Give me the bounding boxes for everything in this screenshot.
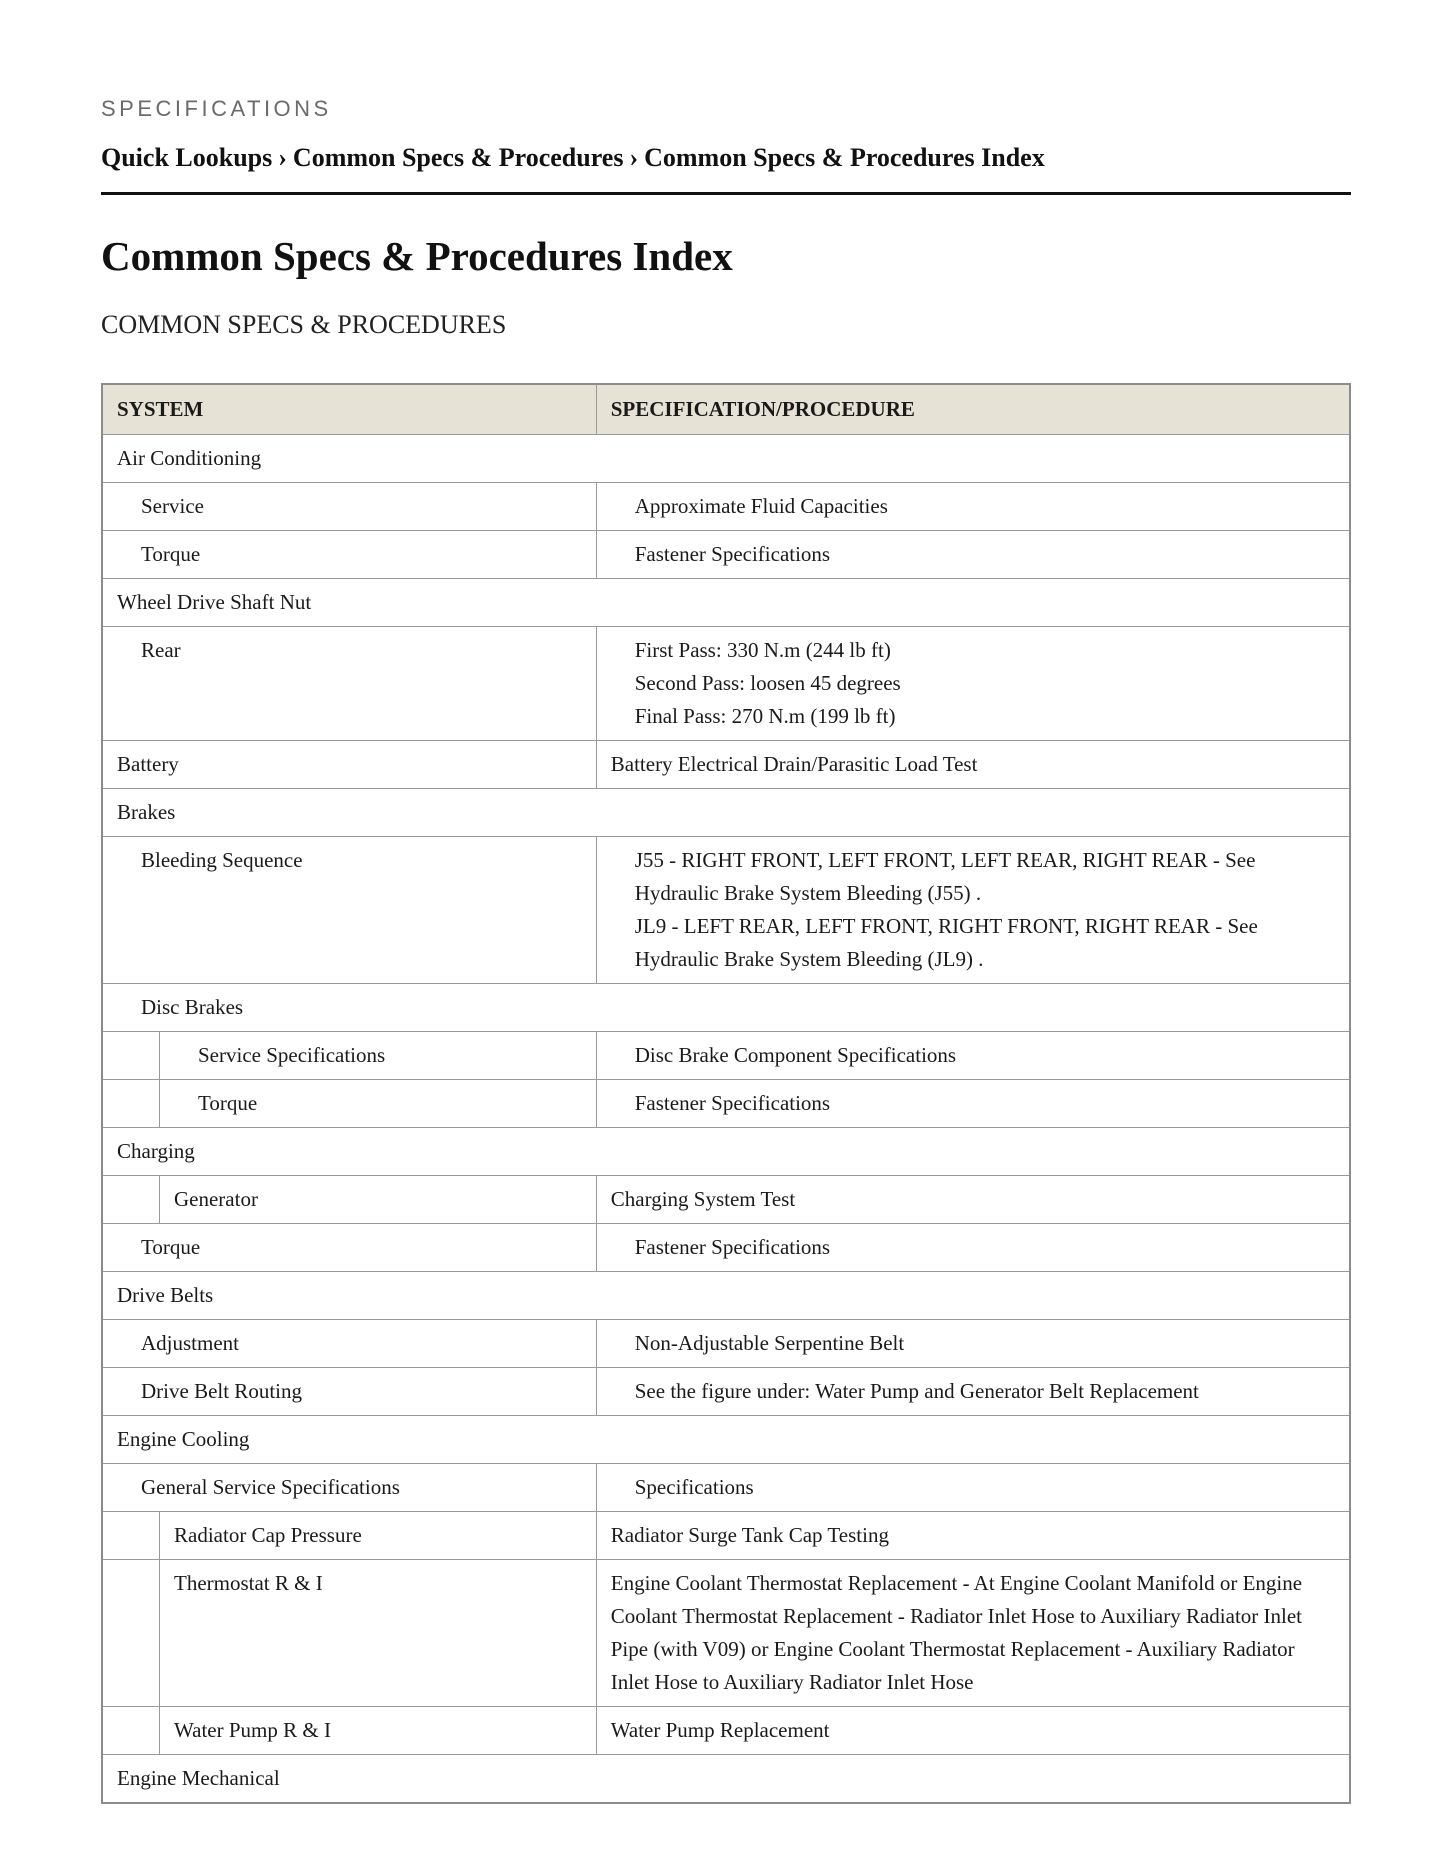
- system-cell-nested: [102, 1176, 596, 1224]
- spec-link[interactable]: Engine Coolant Thermostat Replacement - At Engine Coolant Manifold or Engine: [610, 1571, 1303, 1595]
- system-label: Torque: [198, 1091, 258, 1115]
- system-cell: Torque: [102, 1224, 596, 1272]
- indent-spacer: [103, 1032, 160, 1079]
- table-row: [102, 837, 1350, 984]
- spec-link[interactable]: Approximate Fluid Capacities: [596, 483, 1350, 531]
- spec-link[interactable]: Water Pump Replacement: [596, 1707, 1350, 1755]
- table-row: [102, 579, 1350, 627]
- table-row: [102, 627, 1350, 741]
- table-row: [102, 1707, 1350, 1755]
- spec-line: First Pass: 330 N.m (244 lb ft): [634, 638, 891, 662]
- system-cell: Adjustment: [102, 1320, 596, 1368]
- system-cell: Bleeding Sequence: [102, 837, 596, 984]
- table-row: [102, 1176, 1350, 1224]
- indent-spacer: [103, 1176, 160, 1223]
- spec-link[interactable]: Disc Brake Component Specifications: [596, 1032, 1350, 1080]
- group-drive-belts: Drive Belts: [102, 1272, 1350, 1320]
- page-subtitle: COMMON SPECS & PROCEDURES: [101, 310, 507, 339]
- spec-link[interactable]: Hydraulic Brake System Bleeding (J55) .: [634, 881, 982, 905]
- indent-spacer: [103, 1080, 160, 1127]
- column-header-specification: SPECIFICATION/PROCEDURE: [596, 384, 1350, 435]
- system-cell-nested: [102, 1707, 596, 1755]
- table-row: [102, 1272, 1350, 1320]
- group-air-conditioning: Air Conditioning: [102, 435, 1350, 483]
- system-cell-nested: [102, 1560, 596, 1707]
- spec-line: JL9 - LEFT REAR, LEFT FRONT, RIGHT FRONT, RIGHT REAR - See: [634, 914, 1258, 938]
- system-label: Generator: [174, 1187, 258, 1211]
- group-engine-cooling: Engine Cooling: [102, 1416, 1350, 1464]
- spec-value: [596, 837, 1350, 984]
- system-cell: Drive Belt Routing: [102, 1368, 596, 1416]
- system-cell-nested: [102, 1512, 596, 1560]
- spec-line: Second Pass: loosen 45 degrees: [634, 671, 901, 695]
- group-engine-mechanical: Engine Mechanical: [102, 1755, 1350, 1804]
- table-row: [102, 984, 1350, 1032]
- spec-link[interactable]: Coolant Thermostat Replacement - Radiator Inlet Hose to Auxiliary Radiator Inlet: [610, 1604, 1303, 1628]
- spec-link[interactable]: Fastener Specifications: [596, 1224, 1350, 1272]
- group-charging: Charging: [102, 1128, 1350, 1176]
- system-label: Water Pump R & I: [174, 1718, 331, 1742]
- table-row: [102, 1416, 1350, 1464]
- group-brakes: Brakes: [102, 789, 1350, 837]
- specs-table: [101, 383, 1351, 1804]
- table-row: [102, 1128, 1350, 1176]
- system-cell-nested: [102, 1080, 596, 1128]
- subgroup-disc-brakes: Disc Brakes: [102, 984, 1350, 1032]
- spec-link[interactable]: Radiator Surge Tank Cap Testing: [596, 1512, 1350, 1560]
- table-row: [102, 1320, 1350, 1368]
- system-cell-nested: [102, 1032, 596, 1080]
- system-cell: Torque: [102, 531, 596, 579]
- breadcrumb-separator: ›: [278, 143, 287, 172]
- system-cell: General Service Specifications: [102, 1464, 596, 1512]
- group-wheel-drive-shaft-nut: Wheel Drive Shaft Nut: [102, 579, 1350, 627]
- breadcrumb-current-page[interactable]: Common Specs & Procedures Index: [644, 143, 1045, 172]
- spec-line: J55 - RIGHT FRONT, LEFT FRONT, LEFT REAR, RIGHT REAR - See: [634, 848, 1256, 872]
- table-row: [102, 1755, 1350, 1804]
- system-label: Thermostat R & I: [174, 1571, 323, 1595]
- spec-link[interactable]: Hydraulic Brake System Bleeding (JL9) .: [634, 947, 984, 971]
- indent-spacer: [103, 1512, 160, 1559]
- table-row: [102, 531, 1350, 579]
- system-cell: Battery: [102, 741, 596, 789]
- spec-link[interactable]: Inlet Hose to Auxiliary Radiator Inlet Hose: [610, 1670, 974, 1694]
- spec-link[interactable]: See the figure under: Water Pump and Generator Belt Replacement: [596, 1368, 1350, 1416]
- breadcrumb: [101, 142, 1351, 195]
- table-header-row: [102, 384, 1350, 435]
- system-label: Service Specifications: [198, 1043, 386, 1067]
- spec-link[interactable]: Non-Adjustable Serpentine Belt: [596, 1320, 1350, 1368]
- section-label: SPECIFICATIONS: [101, 96, 332, 121]
- table-row: [102, 789, 1350, 837]
- spec-value: [596, 627, 1350, 741]
- table-row: [102, 741, 1350, 789]
- spec-value: [596, 1560, 1350, 1707]
- table-row: [102, 435, 1350, 483]
- spec-link[interactable]: Battery Electrical Drain/Parasitic Load Test: [596, 741, 1350, 789]
- breadcrumb-common-specs[interactable]: Common Specs & Procedures: [292, 143, 624, 172]
- spec-line: Final Pass: 270 N.m (199 lb ft): [634, 704, 896, 728]
- system-cell: Rear: [102, 627, 596, 741]
- column-header-system: SYSTEM: [102, 384, 596, 435]
- indent-spacer: [103, 1560, 160, 1706]
- page-title: Common Specs & Procedures Index: [101, 233, 733, 279]
- table-row: [102, 1080, 1350, 1128]
- table-row: [102, 1032, 1350, 1080]
- table-row: [102, 1224, 1350, 1272]
- table-row: [102, 1512, 1350, 1560]
- table-row: [102, 1560, 1350, 1707]
- breadcrumb-quick-lookups[interactable]: Quick Lookups: [101, 143, 273, 172]
- table-row: [102, 1368, 1350, 1416]
- system-label: Radiator Cap Pressure: [174, 1523, 362, 1547]
- spec-link[interactable]: Charging System Test: [596, 1176, 1350, 1224]
- table-row: [102, 483, 1350, 531]
- breadcrumb-separator: ›: [629, 143, 639, 172]
- indent-spacer: [103, 1707, 160, 1754]
- spec-link[interactable]: Fastener Specifications: [596, 531, 1350, 579]
- system-cell: Service: [102, 483, 596, 531]
- spec-link[interactable]: Pipe (with V09) or Engine Coolant Thermostat Replacement - Auxiliary Radiator: [610, 1637, 1295, 1661]
- table-row: [102, 1464, 1350, 1512]
- spec-link[interactable]: Specifications: [596, 1464, 1350, 1512]
- spec-link[interactable]: Fastener Specifications: [596, 1080, 1350, 1128]
